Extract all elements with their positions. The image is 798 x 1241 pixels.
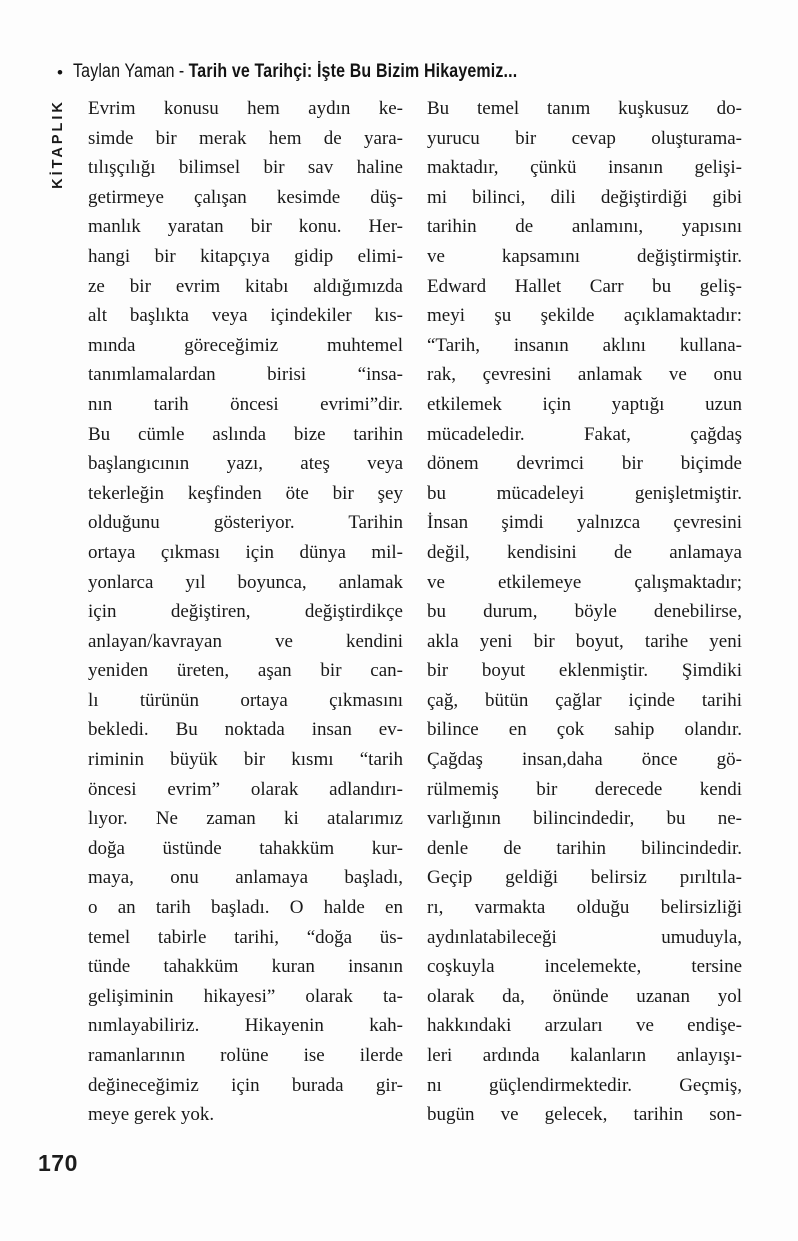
running-header bbox=[57, 61, 602, 83]
text-line: olduğunu gösteriyor. Tarihin bbox=[88, 512, 403, 534]
text-line: mi bilinci, dili değiştirdiği gibi bbox=[427, 186, 742, 208]
text-line: tanımlamalardan birisi “insa- bbox=[88, 364, 403, 386]
text-line: akla yeni bir boyut, tarihe yeni bbox=[427, 630, 742, 652]
text-line: ve kapsamını değiştirmiştir. bbox=[427, 245, 742, 267]
text-line: nı güçlendirmektedir. Geçmiş, bbox=[427, 1074, 742, 1096]
text-line: bu durum, böyle denebilirse, bbox=[427, 601, 742, 623]
text-line: değil, kendisini de anlamaya bbox=[427, 541, 742, 563]
text-line: o an tarih başladı. O halde en bbox=[88, 897, 403, 919]
text-line: bugün ve gelecek, tarihin son- bbox=[427, 1104, 742, 1126]
text-line: tılışçılığı bilimsel bir sav haline bbox=[88, 157, 403, 179]
text-line: etkilemek için yaptığı uzun bbox=[427, 393, 742, 415]
text-line: maya, onu anlamaya başladı, bbox=[88, 867, 403, 889]
text-line: için değiştiren, değiştirdikçe bbox=[88, 601, 403, 623]
text-line: getirmeye çalışan kesimde düş- bbox=[88, 186, 403, 208]
text-line: bir boyut eklenmiştir. Şimdiki bbox=[427, 660, 742, 682]
text-line: bilince en çok sahip olandır. bbox=[427, 719, 742, 741]
text-line: tarihin de anlamını, yapısını bbox=[427, 216, 742, 238]
text-line: Çağdaş insan,daha önce gö- bbox=[427, 749, 742, 771]
article-body bbox=[88, 94, 742, 1130]
text-line: Bu temel tanım kuşkusuz do- bbox=[427, 98, 742, 119]
text-line: bekledi. Bu noktada insan ev- bbox=[88, 719, 403, 741]
text-line: öncesi evrim” olarak adlandırı- bbox=[88, 778, 403, 800]
text-line: temel tabirle tarihi, “doğa üs- bbox=[88, 926, 403, 948]
text-line: mücadeledir. Fakat, çağdaş bbox=[427, 423, 742, 445]
page-number: 170 bbox=[38, 1150, 78, 1176]
text-line: meye gerek yok. bbox=[88, 1104, 215, 1126]
text-line: coşkuyla incelemekte, tersine bbox=[427, 956, 742, 978]
text-line: tekerleğin keşfinden öte bir şey bbox=[88, 482, 403, 504]
text-line: varlığının bilincindedir, bu ne- bbox=[427, 808, 742, 830]
text-line: Evrim konusu hem aydın ke- bbox=[88, 98, 403, 119]
text-line: rak, çevresini anlamak ve onu bbox=[427, 364, 742, 386]
text-line: rülmemiş bir derecede kendi bbox=[427, 778, 742, 800]
bullet-icon: • bbox=[57, 62, 63, 82]
text-line: yeniden üreten, aşan bir can- bbox=[88, 660, 403, 682]
text-line: lıyor. Ne zaman ki atalarımız bbox=[88, 808, 403, 830]
author-name: Taylan Yaman bbox=[72, 61, 175, 82]
text-line: nın tarih öncesi evrimi”dir. bbox=[88, 393, 403, 415]
text-line: yonlarca yıl boyunca, anlamak bbox=[88, 571, 403, 593]
text-line: “Tarih, insanın aklını kullana- bbox=[427, 334, 742, 356]
running-header-text bbox=[73, 61, 517, 83]
text-line: Bu cümle aslında bize tarihin bbox=[88, 423, 403, 445]
text-line: meyi şu şekilde açıklamaktadır: bbox=[427, 305, 742, 327]
text-line: bu mücadeleyi genişletmiştir. bbox=[427, 482, 742, 504]
text-line: dönem devrimci bir biçimde bbox=[427, 453, 742, 475]
text-line: anlayan/kavrayan ve kendini bbox=[88, 630, 403, 652]
text-line: olarak da, önünde uzanan yol bbox=[427, 985, 742, 1007]
text-line: mında göreceğimiz muhtemel bbox=[88, 334, 403, 356]
text-line: başlangıcının yazı, ateş veya bbox=[88, 453, 403, 475]
text-line: hakkındaki arzuları ve endişe- bbox=[427, 1015, 742, 1037]
text-line: maktadır, çünkü insanın gelişi- bbox=[427, 157, 742, 179]
text-line: ramanlarının rolüne ise ilerde bbox=[88, 1045, 403, 1066]
left-column bbox=[88, 94, 403, 1130]
text-line: leri ardında kalanların anlayışı- bbox=[427, 1045, 742, 1066]
section-label-vertical: KİTAPLIK bbox=[50, 99, 66, 189]
text-line: Edward Hallet Carr bu geliş- bbox=[427, 275, 742, 297]
text-line: ze bir evrim kitabı aldığımızda bbox=[88, 275, 403, 297]
text-line: ve etkilemeye çalışmaktadır; bbox=[427, 571, 742, 593]
text-line: doğa üstünde tahakküm kur- bbox=[88, 837, 403, 859]
text-line: nımlayabiliriz. Hikayenin kah- bbox=[88, 1015, 403, 1037]
text-line: simde bir merak hem de yara- bbox=[88, 127, 403, 149]
text-line: Geçip geldiği belirsiz pırıltıla- bbox=[427, 867, 742, 889]
text-line: lı türünün ortaya çıkmasını bbox=[88, 689, 403, 711]
right-column bbox=[427, 94, 742, 1130]
text-line: manlık yaratan bir konu. Her- bbox=[88, 216, 403, 238]
text-line: denle de tarihin bilincindedir. bbox=[427, 837, 742, 859]
text-line: ortaya çıkması için dünya mil- bbox=[88, 541, 403, 563]
text-line: alt başlıkta veya içindekiler kıs- bbox=[88, 305, 403, 327]
text-line: rı, varmakta olduğu belirsizliği bbox=[427, 897, 742, 919]
text-line: yurucu bir cevap oluşturama- bbox=[427, 127, 742, 149]
article-title: Tarih ve Tarihçi: İşte Bu Bizim Hikayemiz... bbox=[188, 61, 518, 82]
text-line: tünde tahakküm kuran insanın bbox=[88, 956, 403, 978]
text-line: çağ, bütün çağlar içinde tarihi bbox=[427, 689, 742, 711]
text-line: gelişiminin hikayesi” olarak ta- bbox=[88, 985, 403, 1007]
text-line: hangi bir kitapçıya gidip elimi- bbox=[88, 245, 403, 267]
text-line: İnsan şimdi yalnızca çevresini bbox=[427, 512, 742, 534]
text-line: aydınlatabileceği umuduyla, bbox=[427, 926, 742, 948]
text-line: riminin büyük bir kısmı “tarih bbox=[88, 749, 403, 771]
text-line: değineceğimiz için burada gir- bbox=[88, 1074, 403, 1096]
header-separator: - bbox=[178, 61, 185, 82]
